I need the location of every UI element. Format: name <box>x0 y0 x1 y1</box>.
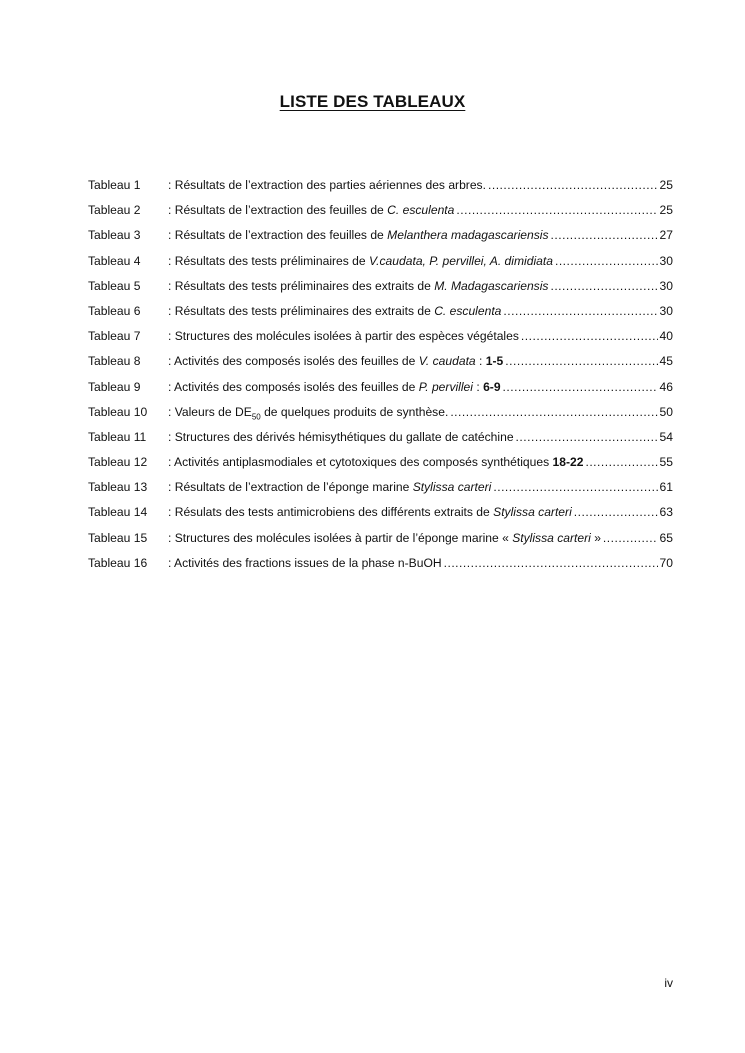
toc-row-page: 54 <box>659 429 673 444</box>
toc-row-title: : Activités antiplasmodiales et cytotoxiques des composés synthétiques 18-22 <box>168 455 584 470</box>
toc-row-title: : Résultats de l’extraction des feuilles de Melanthera madagascariensis <box>168 228 549 243</box>
toc-row-entry <box>168 478 673 496</box>
toc-row-title: : Résultats de l’extraction des feuilles de C. esculenta <box>168 203 455 218</box>
toc-row-entry <box>168 327 673 345</box>
toc-row-leader-dots <box>550 277 657 295</box>
toc-row-label: Tableau 6 <box>88 303 141 318</box>
toc-row-page: 27 <box>659 228 673 243</box>
toc-row-page: 70 <box>659 555 673 570</box>
toc-row <box>88 252 673 277</box>
toc-row-label: Tableau 15 <box>88 530 148 545</box>
toc-row-page: 45 <box>659 354 673 369</box>
toc-row-title: : Activités des composés isolés des feuilles de V. caudata : 1-5 <box>168 354 504 369</box>
toc-row-entry <box>168 226 673 244</box>
toc-row-title: : Résultats des tests préliminaires des extraits de C. esculenta <box>168 303 502 318</box>
toc-row-entry <box>168 302 673 320</box>
toc-row-title: : Structures des molécules isolées à partir des espèces végétales <box>168 329 519 344</box>
toc-row <box>88 403 673 428</box>
page-title: LISTE DES TABLEAUX <box>279 92 466 111</box>
toc-row <box>88 529 673 554</box>
toc-row-label: Tableau 3 <box>88 228 141 243</box>
toc-row-entry <box>168 428 673 446</box>
toc-row-leader-dots <box>551 226 658 244</box>
toc-row-page: 30 <box>659 253 673 268</box>
toc-row <box>88 176 673 201</box>
toc-row-label: Tableau 13 <box>88 480 148 495</box>
toc-row-label: Tableau 7 <box>88 329 141 344</box>
toc-row-leader-dots <box>488 176 658 194</box>
toc-row-leader-dots <box>603 529 658 547</box>
toc-row-label: Tableau 8 <box>88 354 141 369</box>
toc-row-entry <box>168 176 673 194</box>
toc-row-page: 25 <box>659 203 673 218</box>
toc-row-label: Tableau 5 <box>88 278 141 293</box>
toc-row-leader-dots <box>555 252 658 270</box>
toc-row-page: 40 <box>659 329 673 344</box>
toc-row-page: 55 <box>659 455 673 470</box>
toc-row-page: 61 <box>659 480 673 495</box>
toc-row-entry <box>168 403 673 426</box>
toc-row-leader-dots <box>503 302 657 320</box>
toc-row-leader-dots <box>493 478 657 496</box>
toc-row-title: : Valeurs de $DE_{50}$ de quelques produits de synthèse. <box>168 404 449 422</box>
toc-row-leader-dots <box>521 327 658 345</box>
toc-row-label: Tableau 12 <box>88 455 148 470</box>
toc-row-label: Tableau 16 <box>88 555 148 570</box>
page-number: iv <box>664 976 673 990</box>
toc-row-title: : Résulats des tests antimicrobiens des différents extraits de Stylissa carteri <box>168 505 572 520</box>
toc-row-title: : Résultats des tests préliminaires des extraits de M. Madagascariensis <box>168 278 549 293</box>
toc-row-page: 46 <box>659 379 673 394</box>
table-of-contents <box>88 176 673 579</box>
toc-row-entry <box>168 252 673 270</box>
toc-row <box>88 226 673 251</box>
toc-row-page: 30 <box>659 303 673 318</box>
toc-row-leader-dots <box>574 503 658 521</box>
toc-row-entry <box>168 554 673 572</box>
toc-row-title: : Résultats de l’extraction de l’éponge marine Stylissa carteri <box>168 480 492 495</box>
toc-row-label: Tableau 2 <box>88 203 141 218</box>
toc-row-page: 63 <box>659 505 673 520</box>
toc-row-label: Tableau 1 <box>88 178 141 192</box>
toc-row-leader-dots <box>585 453 657 471</box>
toc-row <box>88 277 673 302</box>
toc-row-label: Tableau 14 <box>88 505 148 520</box>
toc-row-entry <box>168 201 673 219</box>
toc-row-entry <box>168 503 673 521</box>
toc-row-leader-dots <box>505 352 657 370</box>
toc-row-leader-dots <box>450 403 657 421</box>
toc-row-leader-dots <box>503 378 658 396</box>
toc-row-page: 65 <box>659 530 673 545</box>
toc-row <box>88 327 673 352</box>
toc-row-label: Tableau 11 <box>88 429 147 444</box>
toc-row-label: Tableau 4 <box>88 253 141 268</box>
toc-row-title: : Structures des dérivés hémisythétiques du gallate de catéchine <box>168 429 514 444</box>
toc-row <box>88 478 673 503</box>
toc-row-title: : Structures des molécules isolées à partir de l’éponge marine « Stylissa carteri » <box>168 530 601 545</box>
toc-row-leader-dots <box>516 428 658 446</box>
toc-row-title: : Activités des fractions issues de la phase n-BuOH <box>168 555 442 570</box>
toc-row <box>88 352 673 377</box>
toc-row-title: : Résultats des tests préliminaires de V.caudata, P. pervillei, A. dimidiata <box>168 253 553 268</box>
toc-row-entry <box>168 529 673 547</box>
toc-row-label: Tableau 9 <box>88 379 141 394</box>
toc-row-title: : Résultats de l’extraction des parties aériennes des arbres. <box>168 178 486 192</box>
toc-row-entry <box>168 453 673 471</box>
toc-row <box>88 428 673 453</box>
toc-row-title: : Activités des composés isolés des feuilles de P. pervillei : 6-9 <box>168 379 501 394</box>
toc-row-label: Tableau 10 <box>88 404 148 419</box>
toc-row <box>88 503 673 528</box>
toc-row-entry <box>168 352 673 370</box>
toc-row <box>88 554 673 579</box>
toc-row-page: 25 <box>659 178 673 192</box>
toc-row <box>88 302 673 327</box>
toc-row-page: 30 <box>659 278 673 293</box>
toc-row <box>88 453 673 478</box>
toc-row-entry <box>168 277 673 295</box>
toc-row-page: 50 <box>659 404 673 419</box>
toc-row-entry <box>168 378 673 396</box>
toc-row-leader-dots <box>456 201 657 219</box>
toc-row-leader-dots <box>444 554 658 572</box>
toc-row <box>88 201 673 226</box>
toc-row <box>88 378 673 403</box>
